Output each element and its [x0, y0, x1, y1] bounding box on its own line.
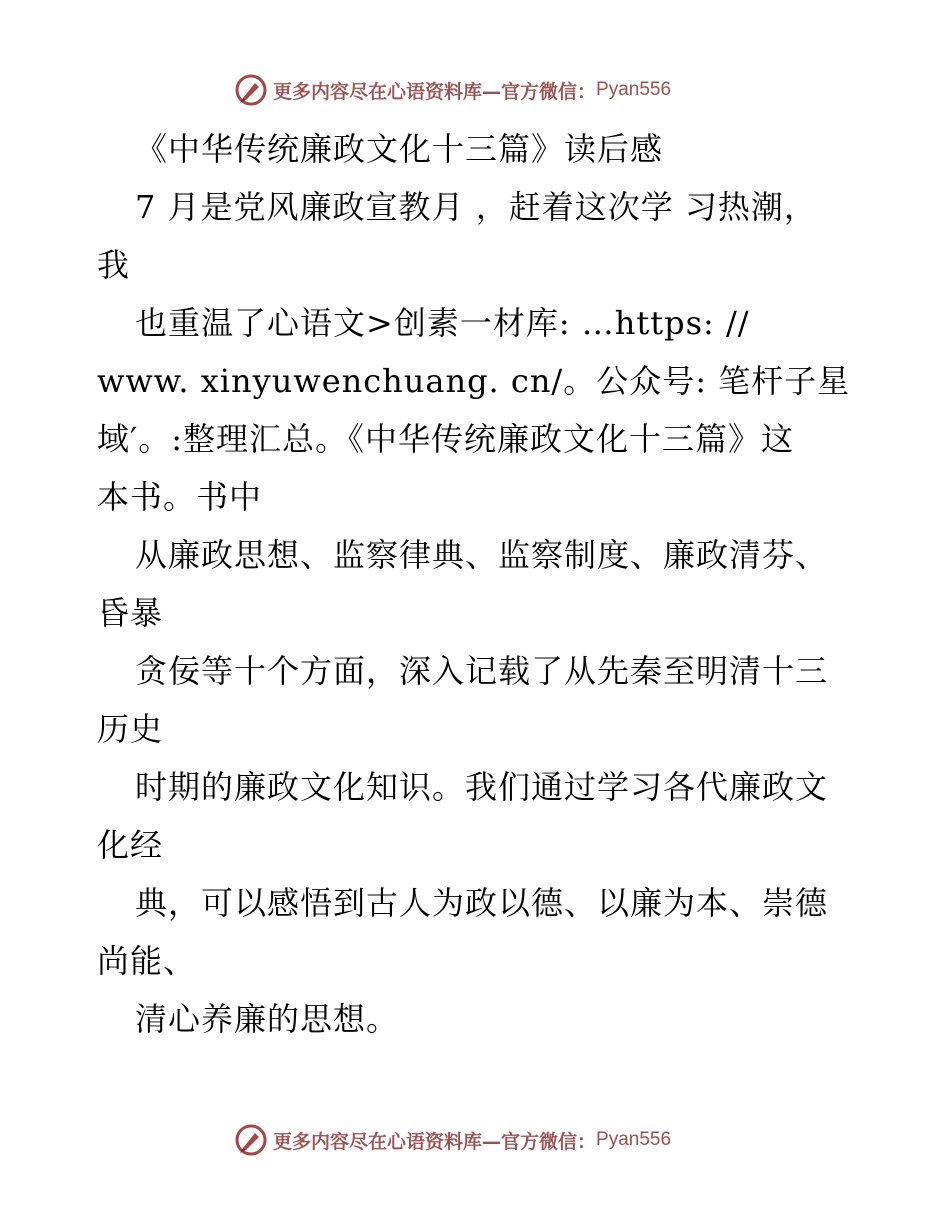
watermark-text: 更多内容尽在心语资料库—官方微信：	[273, 1130, 597, 1153]
paragraph-line: www. xinyuwenchuang. cn/。公众号: 笔杆子星	[97, 362, 851, 400]
paragraph-line: 典，可以感悟到古人为政以德、以廉为本、崇德	[135, 884, 829, 922]
watermark-wechat-id: Pyan556	[596, 79, 672, 100]
paragraph-line: 尚能、	[97, 942, 197, 980]
paragraph-line: 7 月是党风廉政宣教月 ，赶着这次学 习热潮，	[135, 188, 817, 226]
paragraph-line: 也重温了心语文>创素一材库: …https: //	[135, 304, 750, 342]
pen-logo-icon	[234, 73, 268, 107]
paragraph-line: 昏暴	[97, 594, 164, 632]
paragraph-line: 历史	[97, 710, 164, 748]
paragraph-line: 我	[97, 246, 131, 284]
header-watermark	[234, 72, 671, 108]
paragraph-line: 域′。:整理汇总。《中华传统廉政文化十三篇》这	[97, 420, 795, 458]
document-body	[97, 120, 867, 1048]
paragraph-line: 从廉政思想、监察律典、监察制度、廉政清芬、	[135, 536, 829, 574]
watermark-text: 更多内容尽在心语资料库—官方微信：	[273, 80, 597, 103]
paragraph-line: 贪佞等十个方面，深入记载了从先秦至明清十三	[135, 652, 829, 690]
watermark-wechat-id: Pyan556	[596, 1129, 672, 1150]
paragraph-line: 时期的廉政文化知识。我们通过学习各代廉政文	[135, 768, 829, 806]
paragraph-line: 本书。书中	[97, 478, 263, 516]
pen-logo-icon	[234, 1123, 268, 1157]
document-title: 《中华传统廉政文化十三篇》读后感	[135, 130, 664, 168]
paragraph-line: 清心养廉的思想。	[135, 1000, 400, 1038]
footer-watermark	[234, 1122, 671, 1158]
paragraph-line: 化经	[97, 826, 164, 864]
